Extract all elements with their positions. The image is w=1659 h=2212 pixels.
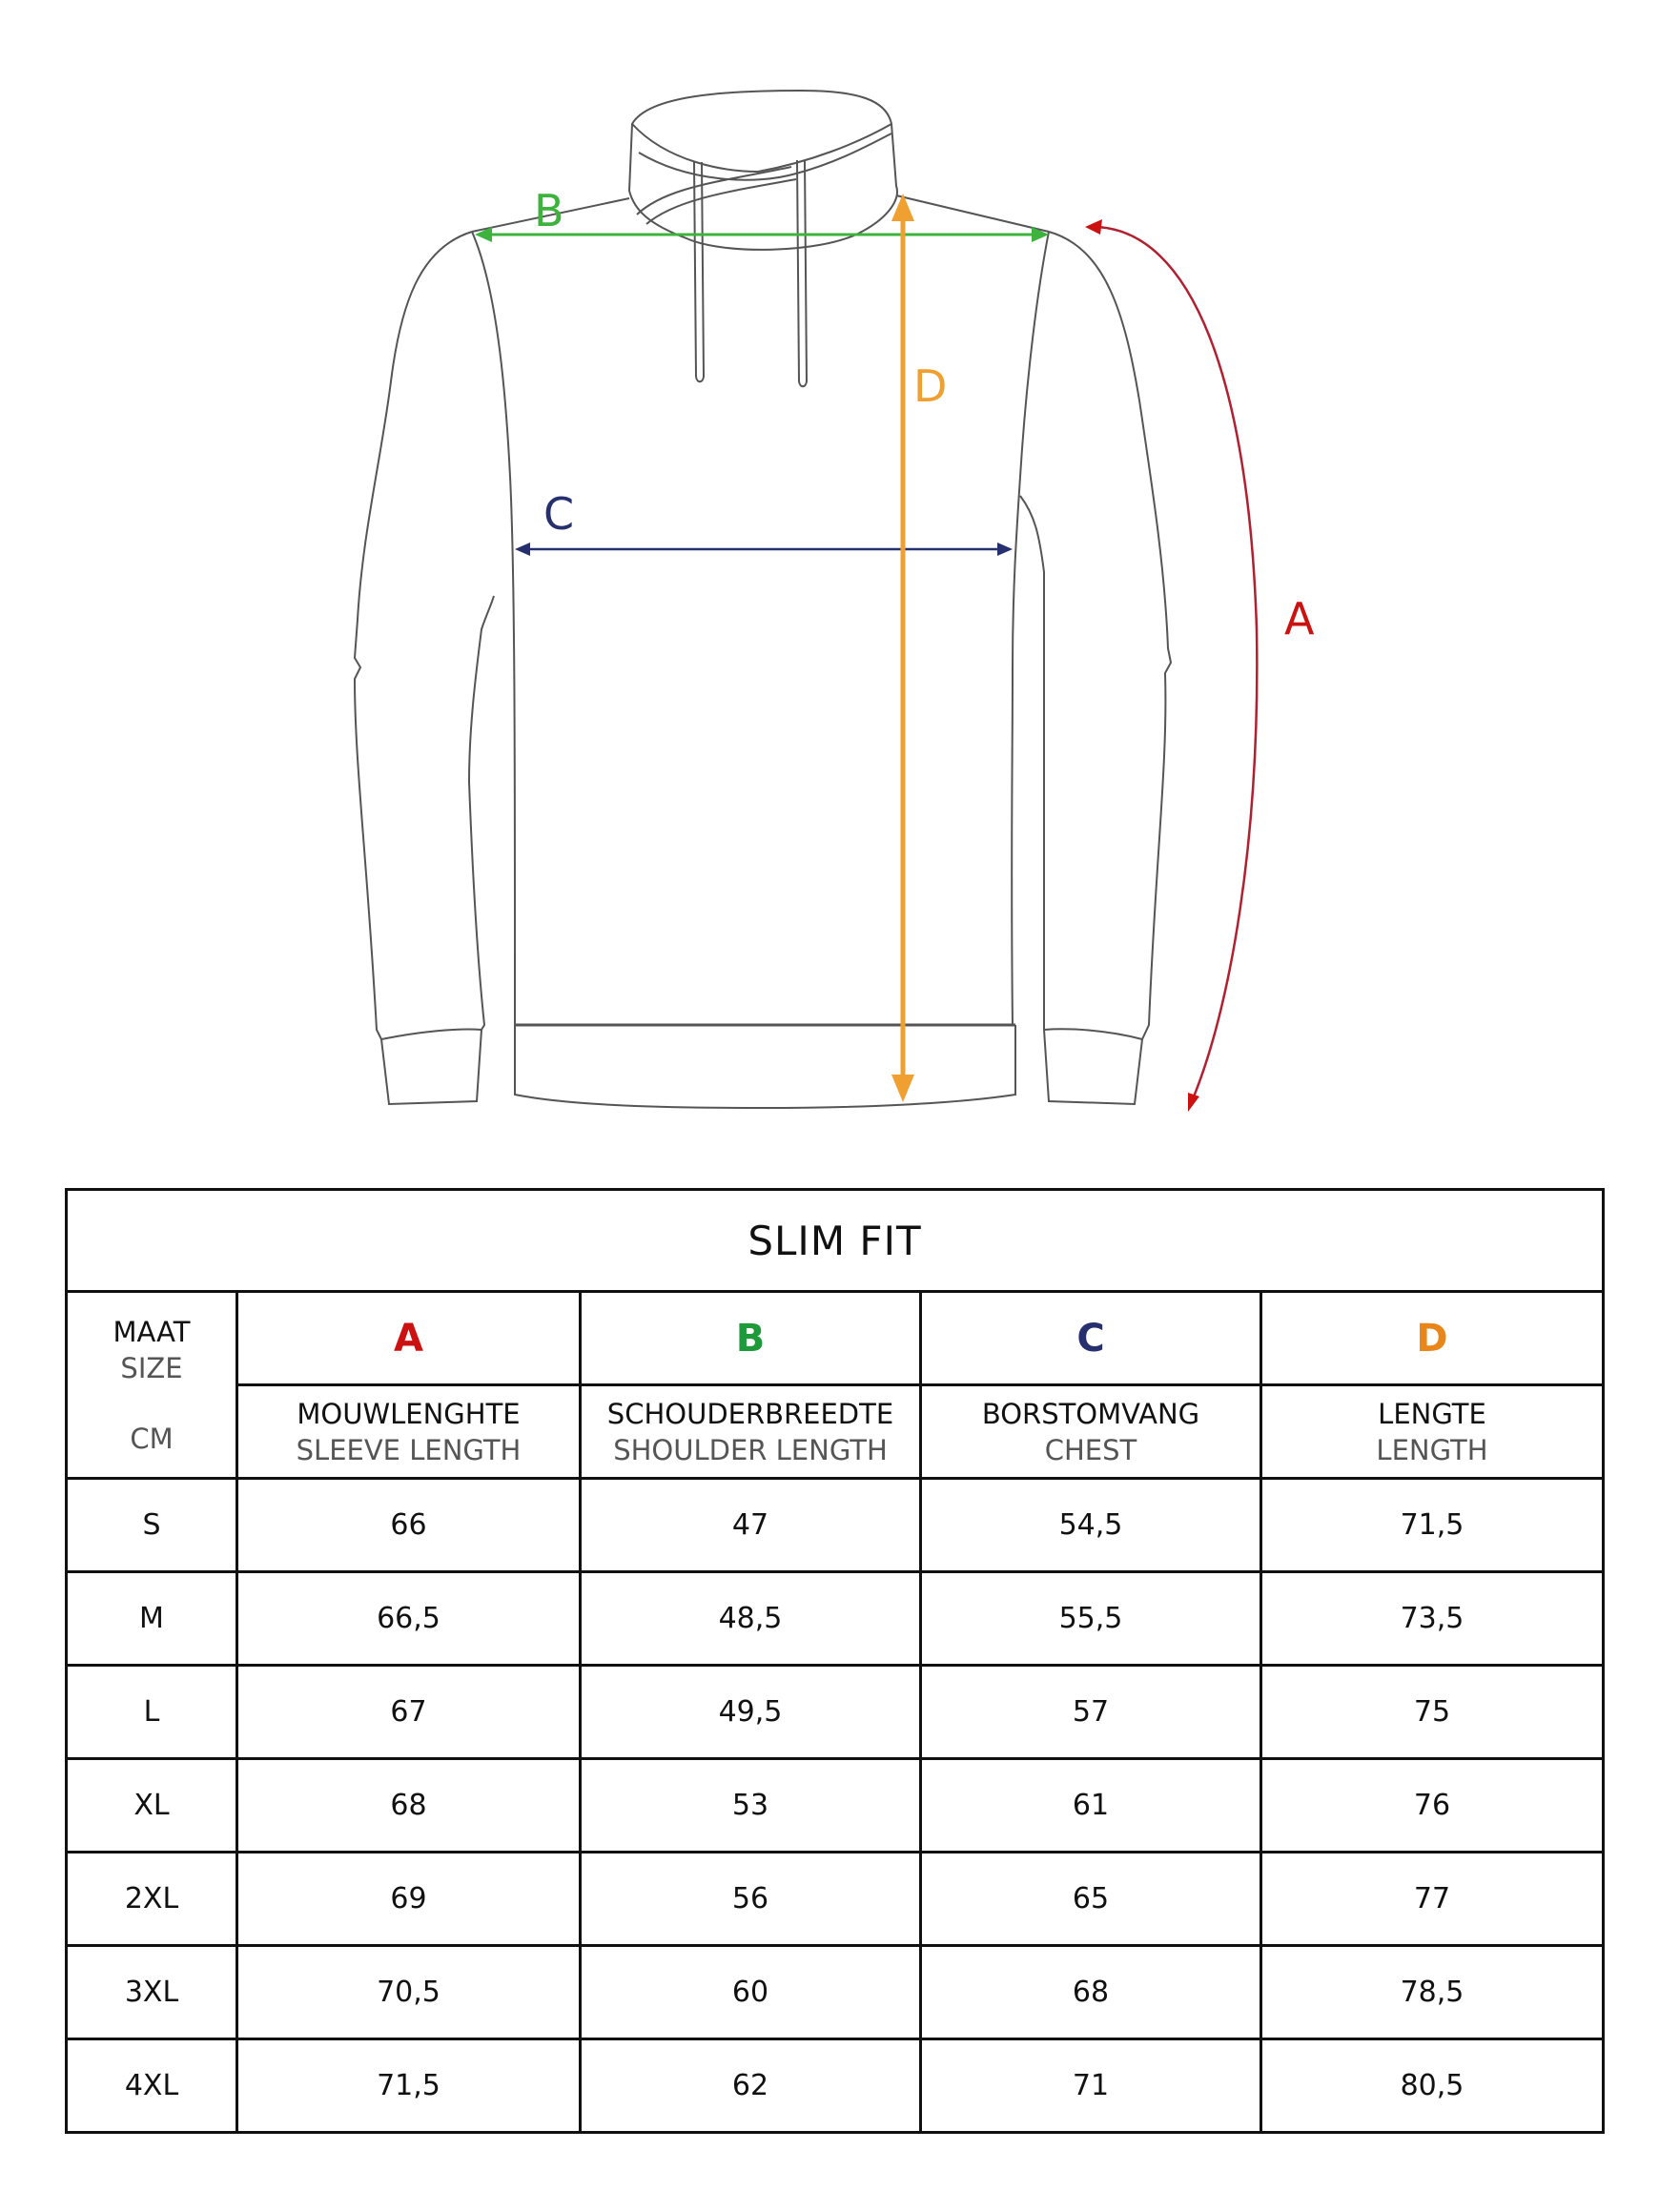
column-header-en: SHOULDER LENGTH bbox=[613, 1433, 888, 1466]
value-cell: 48,5 bbox=[581, 1572, 921, 1666]
value-cell: 71,5 bbox=[1261, 1479, 1604, 1572]
value-cell: 78,5 bbox=[1261, 1946, 1604, 2039]
table-row bbox=[67, 1572, 1604, 1666]
column-letter-a: A bbox=[237, 1292, 581, 1385]
column-header-shoulder bbox=[581, 1385, 921, 1479]
size-header-en: SIZE bbox=[120, 1351, 183, 1384]
value-cell: 57 bbox=[921, 1666, 1261, 1759]
value-cell: 61 bbox=[921, 1759, 1261, 1853]
table-row bbox=[67, 1853, 1604, 1946]
value-cell: 68 bbox=[921, 1946, 1261, 2039]
value-cell: 47 bbox=[581, 1479, 921, 1572]
value-cell: 80,5 bbox=[1261, 2039, 1604, 2133]
size-header bbox=[67, 1292, 237, 1479]
value-cell: 66,5 bbox=[237, 1572, 581, 1666]
value-cell: 71,5 bbox=[237, 2039, 581, 2133]
table-row bbox=[67, 2039, 1604, 2133]
table-row bbox=[67, 1479, 1604, 1572]
size-cell: S bbox=[67, 1479, 237, 1572]
value-cell: 65 bbox=[921, 1853, 1261, 1946]
value-cell: 56 bbox=[581, 1853, 921, 1946]
column-header-nl: MOUWLENGHTE bbox=[297, 1397, 521, 1430]
size-cell: XL bbox=[67, 1759, 237, 1853]
label-a: A bbox=[1284, 593, 1315, 645]
table-row bbox=[67, 1666, 1604, 1759]
size-cell: 2XL bbox=[67, 1853, 237, 1946]
value-cell: 68 bbox=[237, 1759, 581, 1853]
size-table bbox=[65, 1188, 1605, 2134]
size-header-nl: MAAT bbox=[113, 1315, 191, 1348]
value-cell: 66 bbox=[237, 1479, 581, 1572]
value-cell: 69 bbox=[237, 1853, 581, 1946]
value-cell: 71 bbox=[921, 2039, 1261, 2133]
column-header-en: LENGTH bbox=[1376, 1433, 1488, 1466]
size-cell: M bbox=[67, 1572, 237, 1666]
title-row bbox=[67, 1190, 1604, 1292]
value-cell: 49,5 bbox=[581, 1666, 921, 1759]
value-cell: 73,5 bbox=[1261, 1572, 1604, 1666]
sleeve-measure-arrow bbox=[1085, 219, 1257, 1112]
value-cell: 67 bbox=[237, 1666, 581, 1759]
value-cell: 54,5 bbox=[921, 1479, 1261, 1572]
column-header-chest bbox=[921, 1385, 1261, 1479]
column-letter-b: B bbox=[581, 1292, 921, 1385]
sublabel-row bbox=[67, 1385, 1604, 1479]
label-c: C bbox=[543, 488, 575, 540]
label-b: B bbox=[534, 185, 564, 236]
column-header-sleeve bbox=[237, 1385, 581, 1479]
value-cell: 55,5 bbox=[921, 1572, 1261, 1666]
column-header-nl: LENGTE bbox=[1378, 1397, 1486, 1430]
size-cell: 3XL bbox=[67, 1946, 237, 2039]
size-cell: L bbox=[67, 1666, 237, 1759]
letter-row bbox=[67, 1292, 1604, 1385]
column-header-en: SLEEVE LENGTH bbox=[296, 1433, 522, 1466]
length-measure-arrow bbox=[891, 194, 914, 1102]
value-cell: 60 bbox=[581, 1946, 921, 2039]
column-letter-c: C bbox=[921, 1292, 1261, 1385]
column-header-en: CHEST bbox=[1044, 1433, 1137, 1466]
size-cell: 4XL bbox=[67, 2039, 237, 2133]
value-cell: 53 bbox=[581, 1759, 921, 1853]
value-cell: 75 bbox=[1261, 1666, 1604, 1759]
table-row bbox=[67, 1759, 1604, 1853]
chest-measure-arrow bbox=[515, 543, 1013, 556]
value-cell: 70,5 bbox=[237, 1946, 581, 2039]
value-cell: 76 bbox=[1261, 1759, 1604, 1853]
column-header-nl: BORSTOMVANG bbox=[981, 1397, 1200, 1430]
column-header-length bbox=[1261, 1385, 1604, 1479]
column-letter-d: D bbox=[1261, 1292, 1604, 1385]
table-row bbox=[67, 1946, 1604, 2039]
value-cell: 62 bbox=[581, 2039, 921, 2133]
sweater-outline bbox=[355, 91, 1171, 1108]
table-title: SLIM FIT bbox=[67, 1190, 1604, 1292]
column-header-nl: SCHOUDERBREEDTE bbox=[606, 1397, 894, 1430]
value-cell: 77 bbox=[1261, 1853, 1604, 1946]
label-d: D bbox=[913, 360, 948, 412]
size-header-unit: CM bbox=[130, 1422, 174, 1455]
